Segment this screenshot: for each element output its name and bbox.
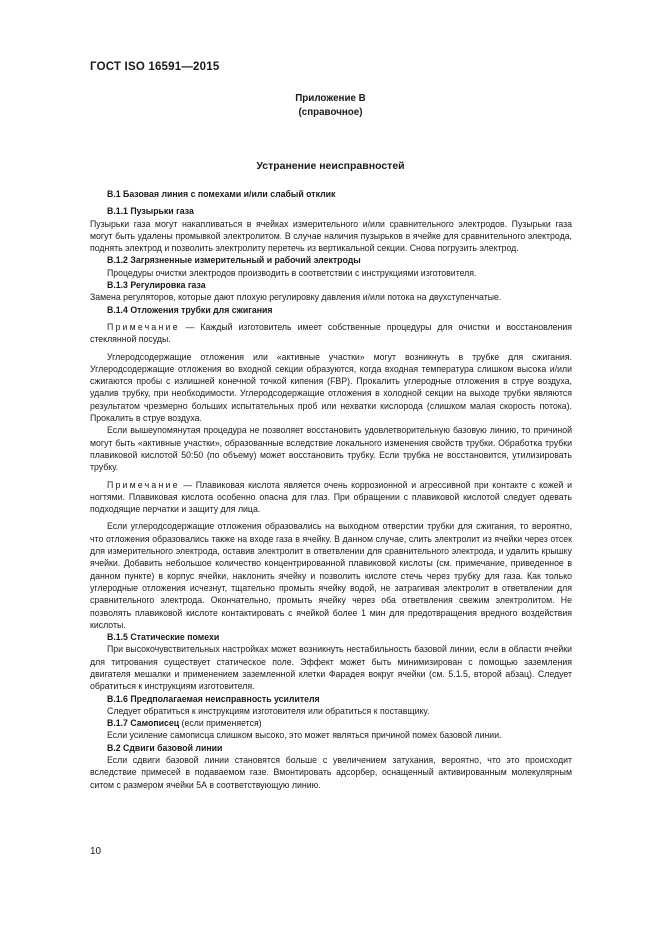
annex-heading: [0, 92, 661, 120]
standard-header: ГОСТ ISO 16591—2015: [90, 61, 220, 73]
text-b13: Замена регуляторов, которые дают плохую регулировку давления и/или потока на двухступенчатые.: [90, 292, 502, 303]
heading-b17: [90, 717, 572, 729]
heading-b12: В.1.2 Загрязненные измерительный и рабочий электроды: [107, 255, 361, 266]
heading-b17-main: В.1.7 Самописец: [107, 718, 180, 729]
heading-b2: В.2 Сдвиги базовой линии: [107, 742, 223, 753]
annex-subtitle: (справочное): [298, 107, 363, 118]
page-number: 10: [90, 846, 102, 857]
note-2: [90, 479, 572, 516]
para-b14-1: Углеродсодержащие отложения или «активные участки» могут возникнуть в трубке для сжигания. Углеродсодержащие отложения во входной секции образуются, когда входная температура слишком высока и/или сжигаются пробы с излишней конечной точкой кипения (FBP). Прокалить углеродные отложения в струе воздуха, удалив трубку, при необходимости. Углеродсодержащие отложения в холодной секции на выходе трубки являются результатом чрезмерно больших испытательных проб или нехватки кислорода (слишком малая скорость потока). Прокалить в струе воздуха.: [90, 351, 572, 424]
para-b14-2: Если вышеупомянутая процедура не позволяет восстановить удовлетворительную базовую линию, то причиной могут быть «активные участки», образованные вследствие локального изменения свойств трубки. Обработка трубки плавиковой кислотой 50:50 (по объему) может восстановить трубку. Если трубка не восстановится, утилизировать трубку.: [90, 425, 572, 473]
text-b12: Процедуры очистки электродов производить в соответствии с инструкциями изготовителя.: [107, 267, 477, 278]
note-1-text: — Каждый изготовитель имеет собственные процедуры для очистки и восстановления стеклянной посуды.: [90, 321, 572, 345]
heading-b16: В.1.6 Предполагаемая неисправность усилителя: [107, 693, 320, 704]
text-b16: Следует обратиться к инструкциям изготовителя или обратиться к поставщику.: [107, 705, 430, 716]
text-b17: Если усиление самописца слишком высоко, это может являться причиной помех базовой линии.: [107, 730, 502, 741]
note-1: [90, 321, 572, 346]
document-body: [90, 188, 572, 791]
note-1-label: Примечание: [107, 321, 180, 332]
note-2-text: — Плавиковая кислота является очень коррозионной и агрессивной при контакте с кожей и ногтями. Плавиковая кислота особенно опасна для глаз. При обращении с плавиковой кислотой следует одевать подходящие перчатки и защиту для лица.: [90, 479, 572, 515]
heading-b1: В.1 Базовая линия с помехами и/или слабый отклик: [107, 189, 336, 199]
heading-b13: В.1.3 Регулировка газа: [107, 280, 206, 291]
heading-b14: В.1.4 Отложения трубки для сжигания: [107, 304, 273, 315]
heading-b15: В.1.5 Статические помехи: [107, 632, 220, 643]
annex-title: Приложение В: [295, 93, 366, 104]
text-b11: Пузырьки газа могут накапливаться в ячейках измерительного и/или сравнительного электродов. Пузырьки газа могут быть удалены промывкой электролитом. В случае наличия пузырьков в ячейке для сравнительного электрода, поднять электрод и позволить электролиту перетечь из вертикальной секции. Снова погрузить электрод.: [90, 218, 572, 254]
heading-b11: В.1.1 Пузырьки газа: [107, 206, 194, 217]
para-b14-3: Если углеродсодержащие отложения образовались на выходном отверстии трубки для сжигания, то вероятно, что отложения образовались также на входе газа в ячейку. В данном случае, слить электролит из ячейки через отсек для измерительного электрода, оставив электролит в ответвлении для сравнительного электрода, и удалить крышку ячейки. Добавить небольшое количество концентрированной плавиковой кислоты (см. примечание, приведенное в данном пункте) в корпус ячейки, наклонить ячейку и позволить кислоте стечь через трубку для газа. Как только углеродные отложения исчезнут, тщательно промыть ячейку водой, не затрагивая электролит в ответвлении для сравнительного электрода. Окончательно, промыть ячейку через оба ответвления свежим электролитом. Не позволять плавиковой кислоте контактировать с ячейкой более 1 мин для предотвращения вредного воздействия кислоты.: [90, 521, 572, 630]
heading-b17-suffix: (если применяется): [179, 718, 262, 729]
note-2-label: Примечание: [107, 479, 180, 490]
text-b15: При высокочувствительных настройках может возникнуть нестабильность базовой линии, если в области ячейки для титрования существует статическое поле. Эффект может быть минимизирован с помощью заземления двигателя мешалки и применением заземленной клетки Фарадея вокруг ячейки (см. 5.1.5, второй абзац). Следует обратиться к инструкциям изготовителя.: [90, 644, 572, 692]
text-b2: Если сдвиги базовой линии становятся больше с увеличением затухания, вероятно, что это происходит вследствие примесей в подаваемом газе. Вмонтировать адсорбер, оснащенный активированным молекулярным ситом с размером ячейки 5А в соответствующую линию.: [90, 755, 572, 790]
section-title: Устранение неисправностей: [256, 160, 405, 172]
